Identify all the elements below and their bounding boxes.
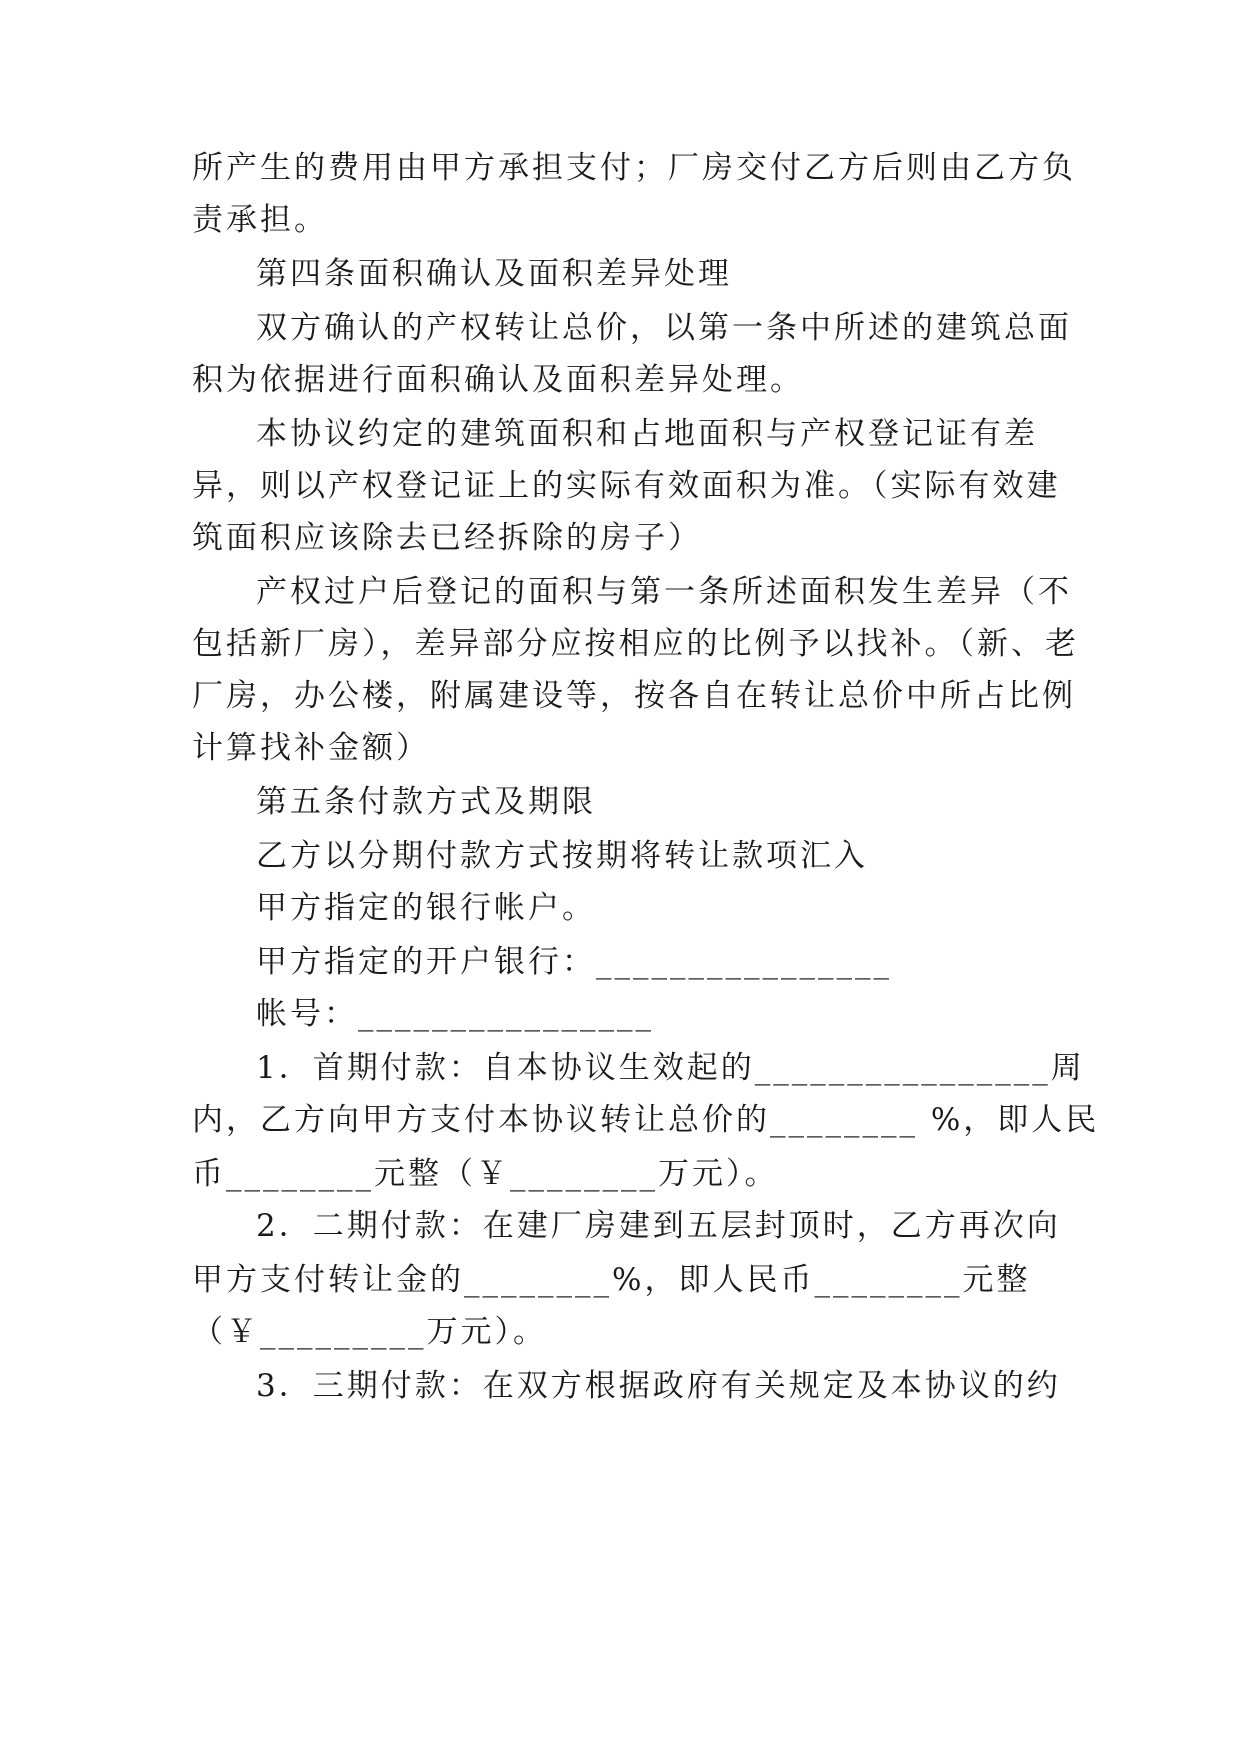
text-line: 包括新厂房），差异部分应按相应的比例予以找补。（新、老: [192, 626, 1079, 662]
text-line: 币________元整（￥________万元）。: [192, 1156, 779, 1192]
text-line: 产权过户后登记的面积与第一条所述面积发生差异（不: [256, 574, 1072, 610]
text-line: 甲方指定的银行帐户。: [256, 890, 596, 926]
text-line: 甲方支付转让金的________%，即人民币________元整: [192, 1262, 1031, 1298]
payment-item-3: 3．三期付款：在双方根据政府有关规定及本协议的约: [256, 1368, 1061, 1404]
payment-item-2: 2．二期付款：在建厂房建到五层封顶时，乙方再次向: [256, 1208, 1061, 1244]
payment-item-1: 1．首期付款：自本协议生效起的________________周: [256, 1050, 1085, 1086]
text-line: 所产生的费用由甲方承担支付；厂房交付乙方后则由乙方负: [192, 150, 1076, 186]
text-line: 计算找补金额）: [192, 730, 430, 766]
text-line: 积为依据进行面积确认及面积差异处理。: [192, 362, 804, 398]
text-line: 内，乙方向甲方支付本协议转让总价的________ %，即人民: [192, 1102, 1100, 1138]
text-line: 本协议约定的建筑面积和占地面积与产权登记证有差: [256, 416, 1038, 452]
section-heading: 第五条付款方式及期限: [256, 784, 596, 820]
text-line: 厂房，办公楼，附属建设等，按各自在转让总价中所占比例: [192, 678, 1076, 714]
text-line: 异，则以产权登记证上的实际有效面积为准。（实际有效建: [192, 468, 1061, 504]
text-line: 乙方以分期付款方式按期将转让款项汇入: [256, 838, 868, 874]
text-line: 筑面积应该除去已经拆除的房子）: [192, 520, 702, 556]
text-line: （￥_________万元）。: [192, 1314, 547, 1350]
account-field: 帐号：________________: [256, 996, 654, 1032]
text-line: 责承担。: [192, 202, 328, 238]
section-heading: 第四条面积确认及面积差异处理: [256, 256, 732, 292]
text-line: 双方确认的产权转让总价，以第一条中所述的建筑总面: [256, 310, 1072, 346]
bank-field: 甲方指定的开户银行：________________: [256, 944, 892, 980]
